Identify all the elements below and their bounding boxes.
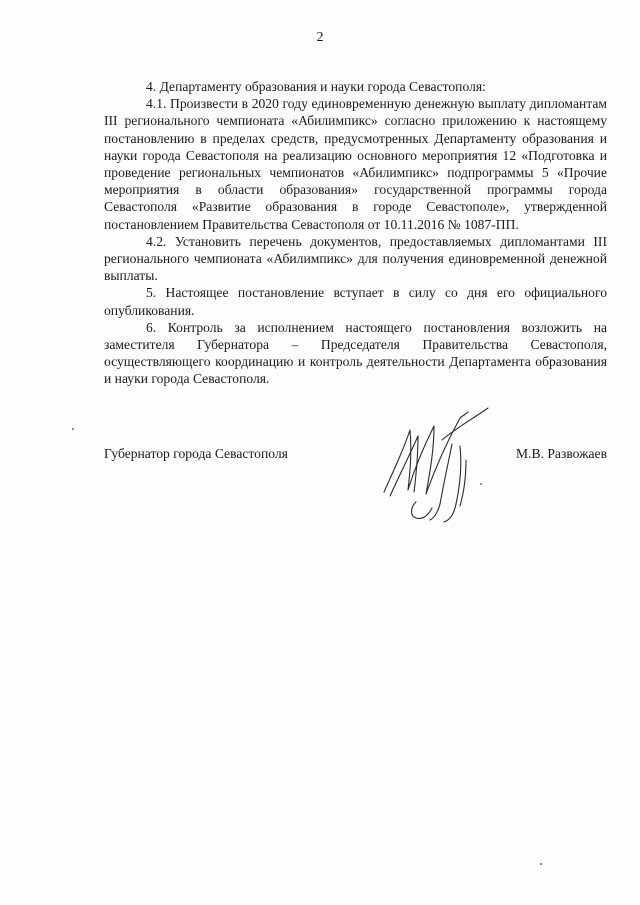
scan-speck xyxy=(480,483,482,485)
paragraph-item-6: 6. Контроль за исполнением настоящего постановления возложить на заместителя Губернатора – Председателя Правительства Севастополя, осуществляющего координацию и контроль деятельности Департамента образования и науки города Севастополя. xyxy=(104,319,607,387)
paragraph-item-4-2: 4.2. Установить перечень документов, предоставляемых дипломантами III регионального чемпионата «Абилимпикс» для получения единовременной денежной выплаты. xyxy=(104,233,607,284)
page-number: 2 xyxy=(316,30,324,45)
paragraph-item-4-1: 4.1. Произвести в 2020 году единовременную денежную выплату дипломантам III регионального чемпионата «Абилимпикс» согласно приложению к настоящему постановлению в пределах средств, предусмотренных Департаменту образования и науки города Севастополя на реализацию основного мероприятия 12 «Подготовка и проведение региональных чемпионатов «Абилимпикс» подпрограммы 5 «Прочие мероприятия в области образования» государственной программы города Севастополя «Развитие образования в городе Севастополе», утвержденной постановлением Правительства Севастополя от 10.11.2016 № 1087-ПП. xyxy=(104,96,607,232)
signatory-name: М.В. Развожаев xyxy=(516,446,607,461)
signatory-title: Губернатор города Севастополя xyxy=(104,446,288,461)
handwritten-signature xyxy=(370,400,510,540)
paragraph-item-4: 4. Департаменту образования и науки города Севастополя: xyxy=(146,79,486,94)
scan-speck xyxy=(72,428,74,430)
scan-speck xyxy=(540,863,542,865)
paragraph-item-5: 5. Настоящее постановление вступает в силу со дня его официального опубликования. xyxy=(104,285,607,318)
document-body xyxy=(104,78,607,388)
